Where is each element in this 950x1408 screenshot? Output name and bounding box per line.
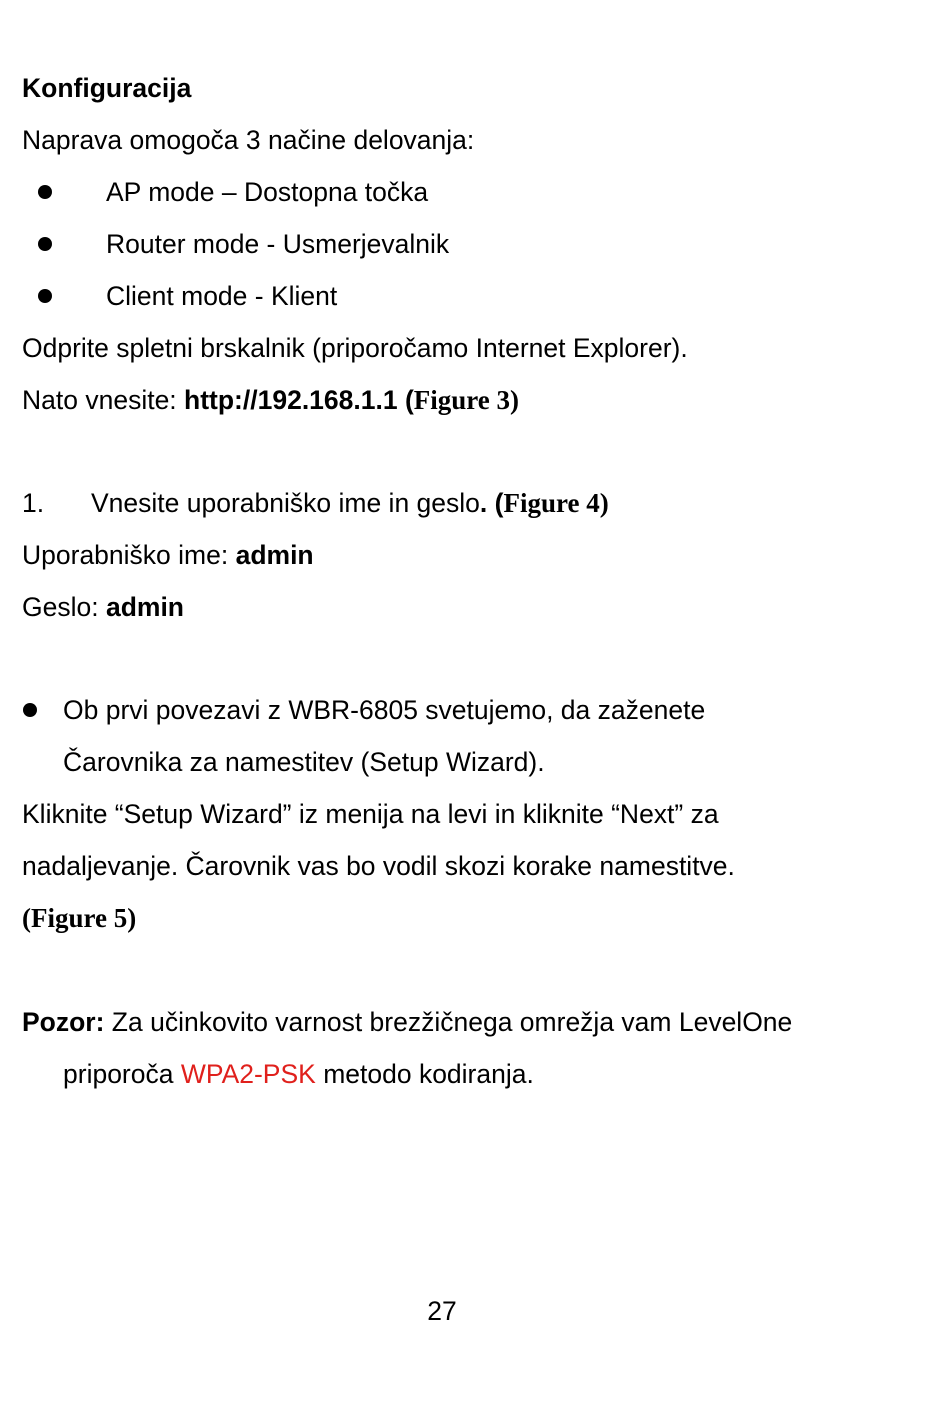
browser-instruction: Odprite spletni brskalnik (priporočamo Internet Explorer).	[22, 333, 688, 363]
warning-text: Za učinkovito varnost brezžičnega omrežja vam LevelOne	[104, 1007, 793, 1037]
router-url: http://192.168.1.1 (	[184, 385, 414, 415]
password-value: admin	[105, 592, 184, 622]
bullet-icon	[23, 703, 37, 717]
bullet-icon	[38, 237, 52, 251]
warning-line2	[63, 1057, 534, 1091]
figure-close: )	[510, 385, 520, 415]
url-instruction	[22, 383, 519, 417]
username-value: admin	[235, 540, 314, 570]
username-line	[22, 538, 314, 572]
list-item: Client mode - Klient	[106, 281, 338, 311]
step-punct: . (	[479, 488, 504, 518]
url-prefix: Nato vnesite:	[22, 385, 185, 415]
list-item: Router mode - Usmerjevalnik	[106, 229, 450, 259]
figure-close: )	[599, 488, 609, 518]
bullet-icon	[38, 185, 52, 199]
warning-text-prefix: priporoča	[63, 1059, 181, 1089]
step-number: 1.	[22, 488, 45, 518]
step-text	[91, 486, 609, 520]
wizard-note-line1: Ob prvi povezavi z WBR-6805 svetujemo, da zaženete	[63, 695, 706, 725]
figure-open: (	[22, 903, 31, 933]
intro-text: Naprava omogoča 3 načine delovanja:	[22, 125, 475, 155]
wizard-steps-line1: Kliknite “Setup Wizard” iz menija na levi in kliknite “Next” za	[22, 799, 719, 829]
section-heading: Konfiguracija	[22, 73, 192, 103]
step-instruction: Vnesite uporabniško ime in geslo	[91, 488, 480, 518]
figure-ref: Figure 4	[503, 488, 600, 518]
password-label: Geslo:	[22, 592, 106, 622]
warning-label: Pozor:	[22, 1007, 105, 1037]
wizard-note-line2: Čarovnika za namestitev (Setup Wizard).	[63, 747, 545, 777]
page-number: 27	[427, 1296, 457, 1326]
figure-close: )	[127, 903, 137, 933]
warning-text-suffix: metodo kodiranja.	[315, 1059, 534, 1089]
bullet-icon	[38, 289, 52, 303]
warning-line1	[22, 1005, 792, 1039]
password-line	[22, 590, 184, 624]
figure-ref: Figure 5	[31, 903, 128, 933]
encryption-highlight: WPA2-PSK	[180, 1059, 316, 1089]
list-item: AP mode – Dostopna točka	[106, 177, 429, 207]
username-label: Uporabniško ime:	[22, 540, 236, 570]
wizard-figure-line	[22, 901, 136, 935]
figure-ref: Figure 3	[413, 385, 511, 415]
wizard-steps-line2: nadaljevanje. Čarovnik vas bo vodil skozi korake namestitve.	[22, 851, 735, 881]
